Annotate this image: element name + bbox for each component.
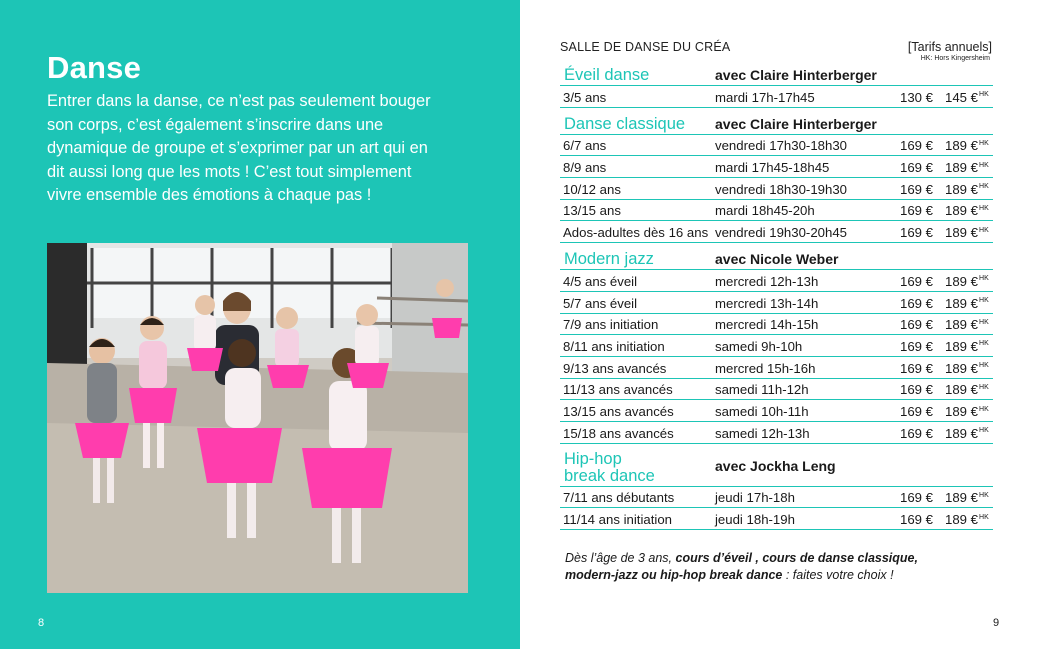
hk-note: HK: Hors Kingersheim [920,55,990,62]
table-row: 11/13 ans avancés samedi 11h-12h 169 € 189 €$^{HK}$ [560,379,993,401]
footer-note: Dès l’âge de 3 ans, cours d’éveil , cours de danse classique, modern-jazz ou hip-hop break dance : faites votre choix ! [565,551,918,582]
page-title: Danse [47,50,142,85]
table-row: 7/11 ans débutants jeudi 17h-18h 169 € 189 €$^{HK}$ [560,487,993,509]
table-row: 10/12 ans vendredi 18h30-19h30 169 € 189 €$^{HK}$ [560,178,993,200]
section-teacher: avec Claire Hinterberger [715,115,877,132]
page-number-left: 8 [38,617,45,629]
row-price-hk: 145 €$^{HK}$ [945,89,989,105]
table-row: Ados-adultes dès 16 ans vendredi 19h30-20h45 169 € 189 €$^{HK}$ [560,221,993,243]
row-age: 3/5 ans [563,89,607,105]
section-name: Éveil danse [564,66,650,84]
page-number-right: 9 [993,617,1000,629]
section-header [560,113,993,135]
section-name: Modern jazz [564,250,654,269]
section-name: Danse classique [564,114,686,133]
section-teacher: avec Jockha Leng [715,457,836,474]
row-time: mardi 17h-17h45 [715,89,815,105]
row-price: 130 € [900,89,934,105]
table-row: 7/9 ans initiation mercredi 14h-15h 169 € 189 €$^{HK}$ [560,314,993,336]
table-row: 8/9 ans mardi 17h45-18h45 169 € 189 €$^{HK}$ [560,156,993,178]
table-row: 4/5 ans éveil mercredi 12h-13h 169 € 189 €$^{HK}$ [560,270,993,292]
table-row [560,86,993,108]
table-row: 8/11 ans initiation samedi 9h-10h 169 € 189 €$^{HK}$ [560,335,993,357]
table-row: 13/15 ans mardi 18h45-20h 169 € 189 €$^{HK}$ [560,200,993,222]
section-teacher: avec Nicole Weber [715,251,839,268]
table-row: 9/13 ans avancés mercred 15h-16h 169 € 189 €$^{HK}$ [560,357,993,379]
hall-title: SALLE DE DANSE DU CRÉA [560,40,731,54]
intro-paragraph: Entrer dans la danse, ce n’est pas seulement bouger son corps, c’est également s’inscrire dans une dynamique de groupe et s’exprimer par un art qui en dit aussi long que les mots ! C’est tout simplement vivre ensemble des émotions à chaque pas ! [47,92,431,204]
table-row: 11/14 ans initiation jeudi 18h-19h 169 € 189 €$^{HK}$ [560,508,993,530]
schedule-table [560,64,993,530]
section-teacher: avec Claire Hinterberger [715,67,877,83]
section-name: Hip-hop break dance [564,449,655,485]
dance-class-photo [47,243,468,593]
section-header [560,449,993,487]
table-row: 13/15 ans avancés samedi 10h-11h 169 € 189 €$^{HK}$ [560,400,993,422]
tarifs-label: [Tarifs annuels] [907,40,992,54]
section-header [560,64,993,86]
section-header [560,248,993,270]
table-row: 5/7 ans éveil mercredi 13h-14h 169 € 189 €$^{HK}$ [560,292,993,314]
table-row: 15/18 ans avancés samedi 12h-13h 169 € 189 €$^{HK}$ [560,422,993,444]
table-row: 6/7 ans vendredi 17h30-18h30 169 € 189 €$^{HK}$ [560,135,993,157]
